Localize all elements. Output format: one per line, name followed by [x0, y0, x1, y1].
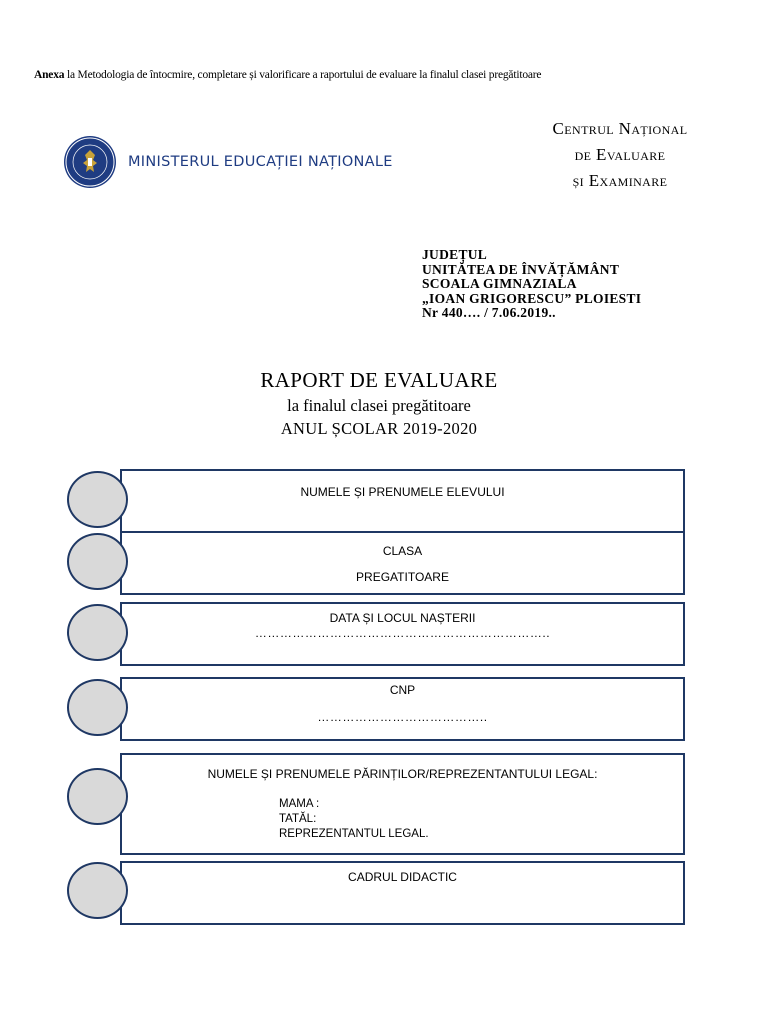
parents-list: [279, 797, 429, 842]
parents-box: [120, 753, 685, 855]
cnee-line-2: de Evaluare: [574, 145, 666, 164]
school-year: ANUL ȘCOLAR 2019-2020: [280, 419, 478, 438]
report-title: RAPORT DE EVALUARE: [260, 368, 498, 392]
cnee-line-1: Centrul Național: [552, 119, 688, 138]
legal-rep-field: REPREZENTANTUL LEGAL.: [279, 828, 429, 840]
cnee-heading: [520, 116, 720, 194]
cnp-label: CNP: [389, 683, 416, 697]
annex-bold: Anexa: [34, 69, 65, 81]
birth-dots: ……………………………………………………………..: [254, 626, 551, 640]
class-label: CLASA: [382, 544, 423, 558]
cnp-circle: [67, 679, 128, 736]
unit-label: UNITĂTEA DE ÎNVĂȚĂMÂNT: [422, 261, 620, 277]
student-name-circle: [67, 471, 128, 528]
cnee-line-3: și Examinare: [572, 171, 668, 190]
student-name-label: NUMELE ȘI PRENUMELE ELEVULUI: [300, 485, 505, 499]
government-seal-icon: [64, 136, 116, 188]
cnp-box: [120, 677, 685, 741]
cnp-dots: …………………………………..: [317, 710, 488, 724]
ministry-logo: [64, 133, 394, 191]
mother-field: MAMA :: [279, 798, 320, 810]
annex-note: [34, 69, 541, 81]
teacher-box: [120, 861, 685, 925]
birth-circle: [67, 604, 128, 661]
report-subtitle: la finalul clasei pregătitoare: [287, 396, 471, 415]
class-value: PREGATITOARE: [356, 570, 449, 584]
teacher-label: CADRUL DIDACTIC: [348, 870, 457, 884]
school-info: [422, 248, 641, 321]
school-name-2: „IOAN GRIGORESCU” PLOIESTI: [422, 290, 642, 306]
birth-box: [120, 602, 685, 666]
annex-text: la Metodologia de întocmire, completare și valorificare a raportului de evaluare la finalul clasei pregătitoare: [64, 69, 542, 81]
father-field: TATĂL:: [279, 813, 317, 825]
class-circle: [67, 533, 128, 590]
document-number: Nr 440…. / 7.06.2019..: [422, 305, 556, 320]
parents-circle: [67, 768, 128, 825]
student-name-box: [120, 469, 685, 533]
parents-label: NUMELE ȘI PRENUMELE PĂRINȚILOR/REPREZENTANTULUI LEGAL:: [207, 767, 598, 781]
class-box: [120, 531, 685, 595]
county-label: JUDEȚUL: [422, 247, 488, 262]
ministry-name: MINISTERUL EDUCAȚIEI NAȚIONALE: [128, 154, 393, 170]
teacher-circle: [67, 862, 128, 919]
birth-label: DATA ȘI LOCUL NAȘTERII: [329, 611, 476, 625]
school-name: SCOALA GIMNAZIALA: [422, 276, 577, 291]
